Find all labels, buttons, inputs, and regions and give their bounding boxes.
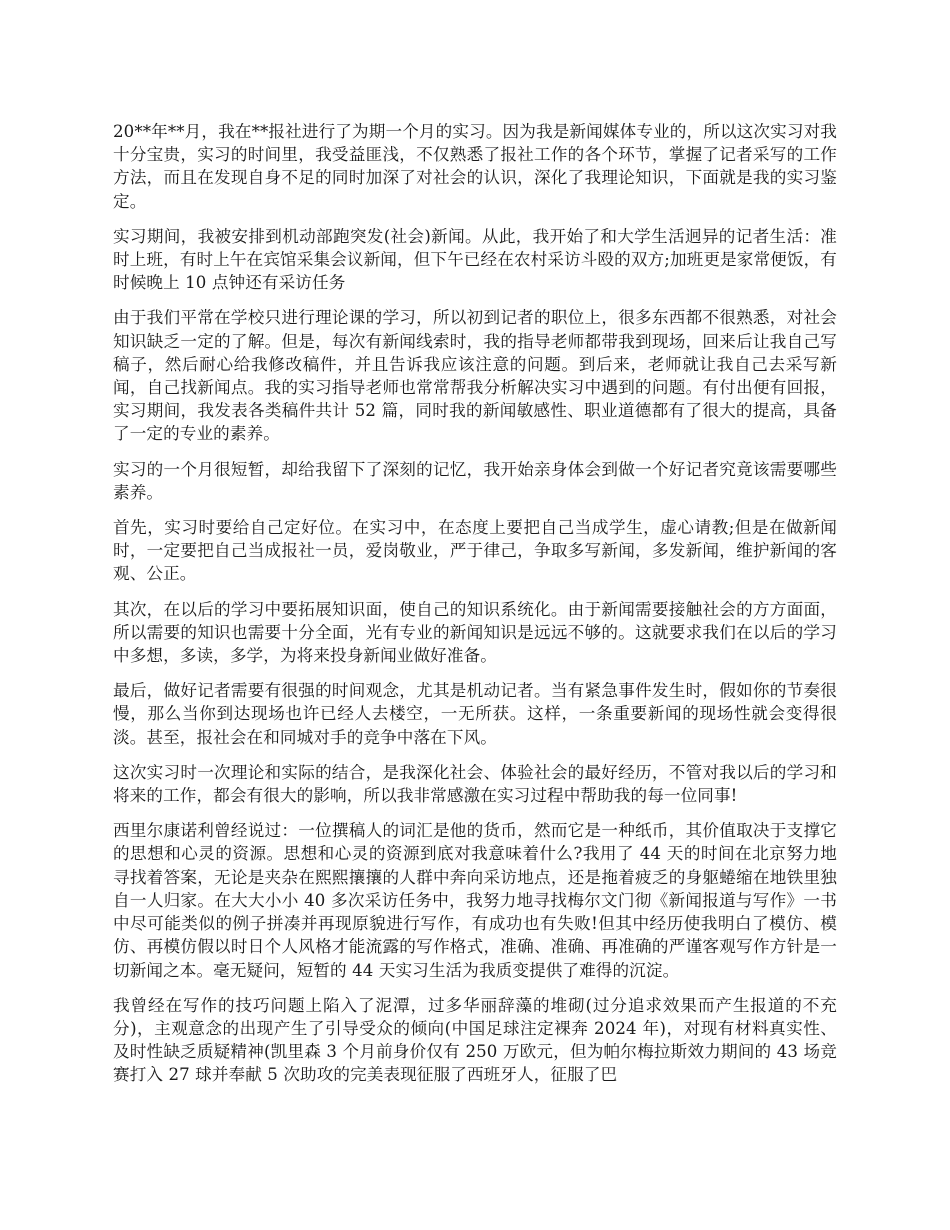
paragraph-assignment: 实习期间，我被安排到机动部跑突发(社会)新闻。从此，我开始了和大学生活迥异的记者生活：准时上班，有时上午在宾馆采集会议新闻，但下午已经在农村采访斗殴的双方;加班更是家常便饭，有时候晚上 10 点钟还有采访任务 <box>113 226 837 293</box>
paragraph-mentor: 由于我们平常在学校只进行理论课的学习，所以初到记者的职位上，很多东西都不很熟悉，对社会知识缺乏一定的了解。但是，每次有新闻线索时，我的指导老师都带我到现场，回来后让我自己写稿子，然后耐心给我修改稿件，并且告诉我应该注意的问题。到后来，老师就让我自己去采写新闻，自己找新闻点。我的实习指导老师也常常帮我分析解决实习中遇到的问题。有付出便有回报，实习期间，我发表各类稿件共计 52 篇，同时我的新闻敏感性、职业道德都有了很大的提高，具备了一定的专业的素养。 <box>113 308 837 444</box>
document-body <box>113 120 837 1099</box>
paragraph-second-point: 其次，在以后的学习中要拓展知识面，使自己的知识系统化。由于新闻需要接触社会的方方面面，所以需要的知识也需要十分全面，光有专业的新闻知识是远远不够的。这就要求我们在以后的学习中多想，多读，多学，为将来投身新闻业做好准备。 <box>113 599 837 666</box>
paragraph-third-point: 最后，做好记者需要有很强的时间观念，尤其是机动记者。当有紧急事件发生时，假如你的节奏很慢，那么当你到达现场也许已经人去楼空，一无所获。这样，一条重要新闻的现场性就会变得很淡。甚至，报社会在和同城对手的竞争中落在下风。 <box>113 681 837 747</box>
paragraph-reflection: 实习的一个月很短暂，却给我留下了深刻的记忆，我开始亲身体会到做一个好记者究竟该需要哪些素养。 <box>113 459 837 502</box>
paragraph-quote: 西里尔康诺利曾经说过：一位撰稿人的词汇是他的货币，然而它是一种纸币，其价值取决于支撑它的思想和心灵的资源。思想和心灵的资源到底对我意味着什么?我用了 44 天的时间在北京努力地寻找着答案，无论是夹杂在熙熙攘攘的人群中奔向采访地点，还是拖着疲乏的身躯蜷缩在地铁里独自一人归家。在大大小小 40 多次采访任务中，我努力地寻找梅尔文门彻《新闻报道与写作》一书中尽可能类似的例子拼凑并再现原貌进行写作，有成功也有失败!但其中经历使我明白了模仿、模仿、再模仿假以时日个人风格才能流露的写作格式，准确、准确、再准确的严谨客观写作方针是一切新闻之本。毫无疑问，短暂的 44 天实习生活为我质变提供了难得的沉淀。 <box>113 821 837 980</box>
paragraph-gratitude: 这次实习时一次理论和实际的结合，是我深化社会、体验社会的最好经历，不管对我以后的学习和将来的工作，都会有很大的影响，所以我非常感激在实习过程中帮助我的每一位同事! <box>113 762 837 806</box>
paragraph-intro: 20**年**月，我在**报社进行了为期一个月的实习。因为我是新闻媒体专业的，所以这次实习对我十分宝贵，实习的时间里，我受益匪浅，不仅熟悉了报社工作的各个环节，掌握了记者采写的工作方法，而且在发现自身不足的同时加深了对社会的认识，深化了我理论知识，下面就是我的实习鉴定。 <box>113 122 837 211</box>
paragraph-first-point: 首先，实习时要给自己定好位。在实习中，在态度上要把自己当成学生，虚心请教;但是在做新闻时，一定要把自己当成报社一员，爱岗敬业，严于律己，争取多写新闻，多发新闻，维护新闻的客观、公正。 <box>113 518 837 584</box>
paragraph-writing-technique: 我曾经在写作的技巧问题上陷入了泥潭，过多华丽辞藻的堆砌(过分追求效果而产生报道的不充分)，主观意念的出现产生了引导受众的倾向(中国足球注定裸奔 2024 年)，对现有材料真实性、及时性缺乏质疑精神(凯里森 3 个月前身价仅有 250 万欧元，但为帕尔梅拉斯效力期间的 43 场竞赛打入 27 球并奉献 5 次助攻的完美表现征服了西班牙人，征服了巴 <box>113 995 837 1085</box>
